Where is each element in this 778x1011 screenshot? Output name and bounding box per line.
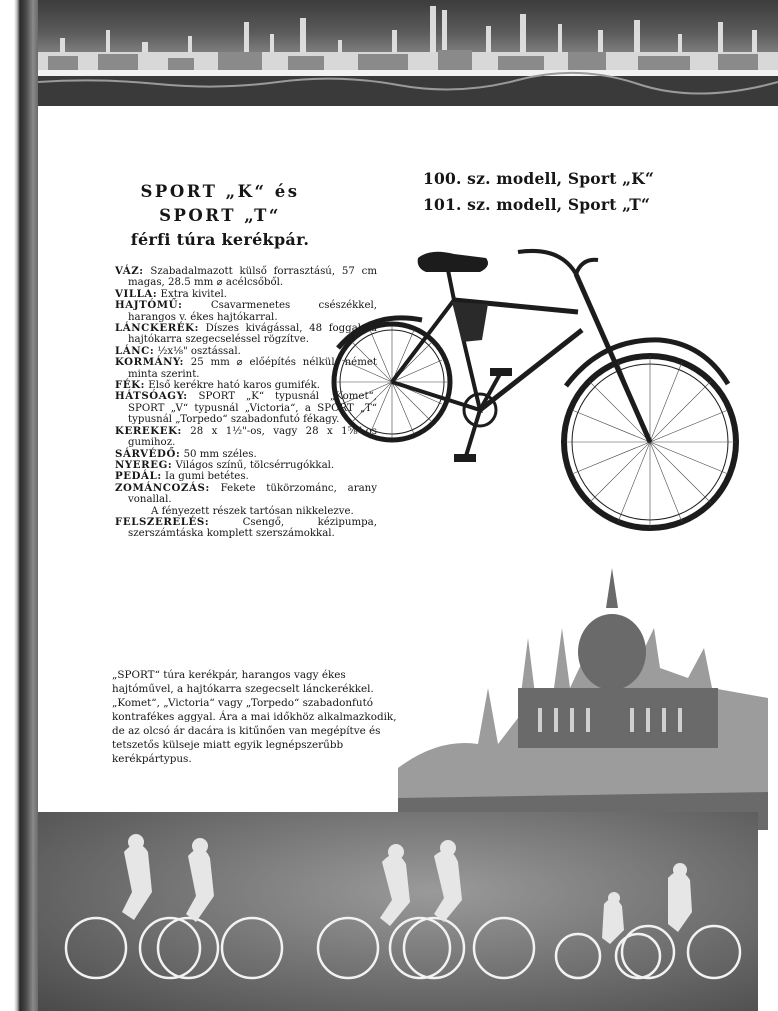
spec-key: FÉK: [115, 379, 146, 392]
spec-key: HAJTÓMŰ: [115, 299, 183, 312]
cyclists-banner [38, 812, 758, 1011]
spec-key: KEREKEK: [115, 424, 182, 437]
spec-key: LÁNCKERÉK: [115, 322, 199, 335]
spec-key: VÁZ: [115, 265, 144, 277]
parliament-city-illustration [398, 568, 768, 830]
cyclists-illustration [38, 812, 758, 1011]
spec-key: PEDÁL: [115, 470, 162, 483]
spec-text: Ia gumi betétes. [164, 471, 249, 483]
spec-key: VILLA: [115, 287, 158, 300]
spec-text: SPORT „K“ typusnál „Komet“, SPORT „V“ typusnál „Victoria“, a SPORT „T“ typusnál „Torpedo“ szabadonfutó fékagy. [128, 391, 377, 426]
spec-key: ZOMÁNCOZÁS: [115, 481, 210, 494]
bicycle-illustration [330, 244, 740, 540]
spec-text: 28 x 1½"-os, vagy 28 x 1⅝"-os gumihoz. [128, 425, 377, 449]
spec-text: 50 mm széles. [183, 448, 257, 460]
model-list [423, 166, 654, 218]
spec-key: HÁTSÓAGY: [115, 390, 188, 403]
spec-text: Csavarmenetes csészékkel, harangos v. ékes hajtókarral. [128, 300, 377, 323]
scan-binding-edge [0, 0, 38, 1011]
description-paragraph: „SPORT“ túra kerékpár, harangos vagy ékes hajtóművel, a hajtókarra szegecselt lánckerékkel. „Komet“, „Victoria“ vagy „Torpedo“ szabadonfutó kontrafékes aggyal. Ára a mai időkhöz alkalmazkodik, de az olcsó ár dacára is kitűnően van megépítve és tetszetős külseje miatt egyik legnépszerűbb kerékpártypus. [112, 669, 397, 765]
spec-text: Fekete tükörzománc, arany vonallal. [128, 482, 377, 506]
spec-key: KORMÁNY: [115, 356, 184, 369]
spec-text: Első kerékre ható karos gumifék. [148, 380, 321, 392]
spec-text: Díszes kivágással, 48 foggal, a hajtókarra szegecseléssel rögzítve. [128, 323, 377, 346]
factory-skyline-banner [38, 0, 778, 106]
spec-key: NYEREG: [115, 458, 173, 471]
spec-key: SÁRVÉDŐ: [115, 447, 181, 460]
spec-text: ½x⅛" osztással. [157, 345, 241, 357]
heading-line-2: SPORT „T“ [159, 206, 281, 225]
model-line-101: 101. sz. modell, Sport „T“ [423, 195, 651, 214]
spec-text: 25 mm ⌀ előépítés nélkül, német minta szerint. [128, 357, 377, 380]
spec-text: Világos színű, tölcsérrugókkal. [175, 459, 335, 471]
heading-line-1: SPORT „K“ és [140, 182, 300, 201]
heading-line-3: férfi túra kerékpár. [130, 230, 310, 249]
spec-key: FELSZERELÉS: [115, 515, 210, 528]
factory-skyline-illustration [38, 0, 778, 106]
spec-text: Extra kivitel. [160, 288, 228, 300]
model-line-100: 100. sz. modell, Sport „K“ [423, 169, 655, 188]
spec-note: A fényezett részek tartósan nikkelezve. [151, 505, 354, 517]
spec-key: LÁNC: [115, 344, 155, 357]
product-heading [95, 180, 345, 252]
spec-text: Csengő, kézipumpa, szerszámtáska komplett szerszámokkal. [128, 516, 377, 540]
spec-text: Szabadalmazott külső forrasztású, 57 cm magas, 28.5 mm ⌀ acélcsőből. [128, 266, 377, 289]
